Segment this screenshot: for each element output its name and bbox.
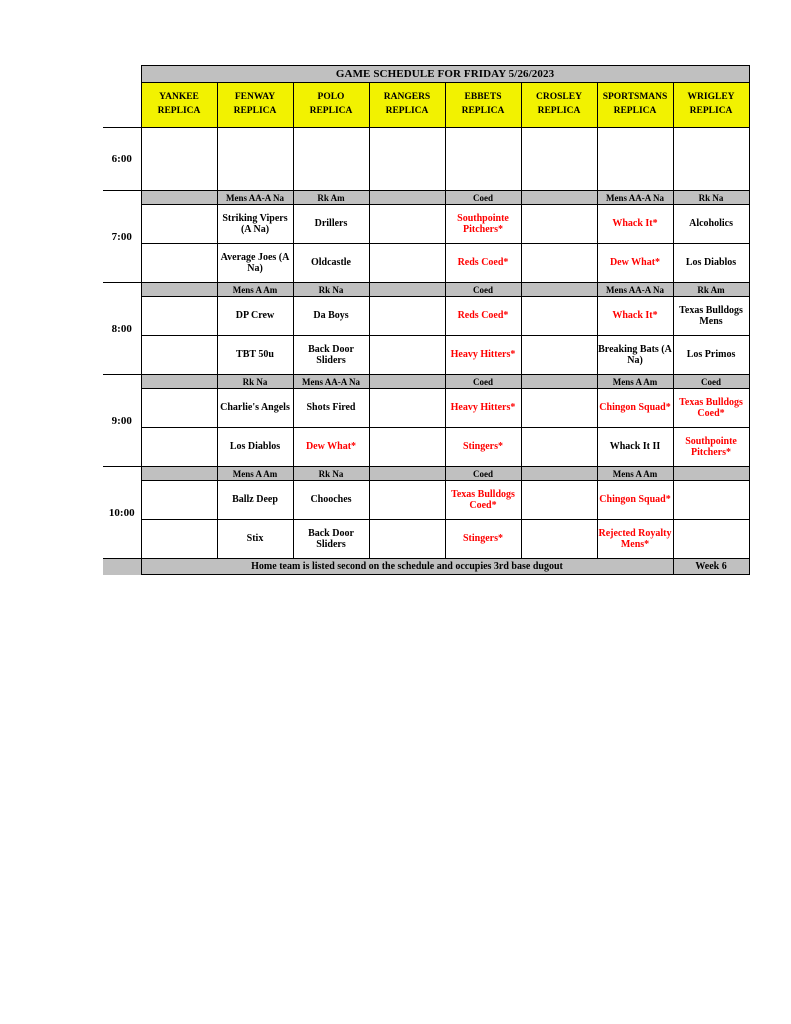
title-row-spacer — [103, 66, 141, 83]
home-team[interactable]: Oldcastle — [293, 244, 369, 283]
away-team[interactable]: Whack It* — [597, 205, 673, 244]
time-label-9:00: 9:00 — [103, 375, 141, 467]
division-label: Rk Na — [673, 191, 749, 205]
header-row-spacer — [103, 83, 141, 128]
away-team[interactable]: Drillers — [293, 205, 369, 244]
division-label — [369, 467, 445, 481]
away-team[interactable]: Chingon Squad* — [597, 389, 673, 428]
game-slot[interactable] — [369, 128, 445, 191]
division-label — [141, 467, 217, 481]
game-row-away — [103, 297, 749, 336]
division-label — [369, 191, 445, 205]
away-team[interactable] — [521, 205, 597, 244]
game-slot[interactable] — [293, 128, 369, 191]
field-header-6 — [521, 83, 597, 128]
away-team[interactable]: Ballz Deep — [217, 481, 293, 520]
field-header-subname: REPLICA — [233, 106, 277, 116]
division-label — [521, 375, 597, 389]
field-header-name: EBBETS — [464, 92, 502, 103]
division-label: Coed — [445, 283, 521, 297]
game-row-away — [103, 389, 749, 428]
away-team[interactable] — [673, 481, 749, 520]
home-team[interactable] — [521, 428, 597, 467]
away-team[interactable]: Texas Bulldogs Coed* — [445, 481, 521, 520]
away-team[interactable]: Texas Bulldogs Mens — [673, 297, 749, 336]
field-header-name: SPORTSMANS — [602, 92, 668, 103]
home-team[interactable]: Los Primos — [673, 336, 749, 375]
home-team[interactable]: Heavy Hitters* — [445, 336, 521, 375]
field-header-8 — [673, 83, 749, 128]
game-row — [103, 128, 749, 191]
game-slot[interactable] — [141, 128, 217, 191]
division-label: Mens AA-A Na — [597, 191, 673, 205]
division-label: Coed — [445, 467, 521, 481]
away-team[interactable] — [141, 481, 217, 520]
home-team[interactable] — [369, 428, 445, 467]
division-row — [103, 191, 749, 205]
field-header-5 — [445, 83, 521, 128]
home-team[interactable]: Los Diablos — [217, 428, 293, 467]
home-team[interactable] — [521, 520, 597, 559]
home-team[interactable]: Back Door Sliders — [293, 336, 369, 375]
field-header-name: YANKEE — [159, 92, 199, 103]
week-label: Week 6 — [673, 559, 749, 575]
division-label — [521, 283, 597, 297]
division-label: Rk Am — [293, 191, 369, 205]
away-team[interactable] — [141, 205, 217, 244]
division-label: Rk Na — [293, 283, 369, 297]
away-team[interactable]: Charlie's Angels — [217, 389, 293, 428]
away-team[interactable] — [521, 481, 597, 520]
field-header-subname: REPLICA — [309, 106, 353, 116]
away-team[interactable] — [521, 297, 597, 336]
field-header-name: WRIGLEY — [687, 92, 735, 103]
away-team[interactable]: Chingon Squad* — [597, 481, 673, 520]
field-header-name: POLO — [317, 92, 345, 103]
footer-row-spacer — [103, 559, 141, 575]
field-header-3 — [293, 83, 369, 128]
away-team[interactable]: Reds Coed* — [445, 297, 521, 336]
time-label-7:00: 7:00 — [103, 191, 141, 283]
division-label: Mens A Am — [597, 467, 673, 481]
division-label — [521, 191, 597, 205]
division-label: Mens AA-A Na — [597, 283, 673, 297]
division-label — [369, 375, 445, 389]
field-header-4 — [369, 83, 445, 128]
home-team[interactable] — [521, 244, 597, 283]
game-row-home — [103, 336, 749, 375]
field-header-name: CROSLEY — [536, 92, 582, 103]
division-label: Coed — [445, 191, 521, 205]
home-team[interactable] — [673, 520, 749, 559]
home-team[interactable]: Los Diablos — [673, 244, 749, 283]
away-team[interactable]: Chooches — [293, 481, 369, 520]
footer-note: Home team is listed second on the schedule and occupies 3rd base dugout — [141, 559, 673, 575]
time-label-8:00: 8:00 — [103, 283, 141, 375]
game-slot[interactable] — [597, 128, 673, 191]
home-team[interactable]: TBT 50u — [217, 336, 293, 375]
division-row — [103, 467, 749, 481]
field-header-subname: REPLICA — [537, 106, 581, 116]
division-label — [521, 467, 597, 481]
home-team[interactable]: Whack It II — [597, 428, 673, 467]
game-row-away — [103, 205, 749, 244]
away-team[interactable]: Heavy Hitters* — [445, 389, 521, 428]
game-slot[interactable] — [673, 128, 749, 191]
home-team[interactable]: Reds Coed* — [445, 244, 521, 283]
away-team[interactable]: Southpointe Pitchers* — [445, 205, 521, 244]
time-label-10:00: 10:00 — [103, 467, 141, 559]
division-label: Coed — [673, 375, 749, 389]
home-team[interactable]: Dew What* — [293, 428, 369, 467]
game-slot[interactable] — [217, 128, 293, 191]
field-header-subname: REPLICA — [613, 106, 657, 116]
division-label: Mens AA-A Na — [217, 191, 293, 205]
away-team[interactable] — [141, 297, 217, 336]
field-header-2 — [217, 83, 293, 128]
field-header-1 — [141, 83, 217, 128]
schedule-sheet — [103, 65, 743, 575]
away-team[interactable] — [369, 481, 445, 520]
page-title: GAME SCHEDULE FOR FRIDAY 5/26/2023 — [141, 66, 749, 83]
home-team[interactable] — [141, 336, 217, 375]
field-header-name: RANGERS — [383, 92, 431, 103]
home-team[interactable]: Stingers* — [445, 428, 521, 467]
division-label: Mens A Am — [217, 467, 293, 481]
division-label — [673, 467, 749, 481]
field-header-subname: REPLICA — [689, 106, 733, 116]
division-label — [369, 283, 445, 297]
away-team[interactable] — [369, 297, 445, 336]
home-team[interactable]: Stix — [217, 520, 293, 559]
away-team[interactable]: Shots Fired — [293, 389, 369, 428]
division-label — [141, 191, 217, 205]
game-slot[interactable] — [445, 128, 521, 191]
game-row-home — [103, 428, 749, 467]
home-team[interactable] — [141, 244, 217, 283]
game-row-home — [103, 520, 749, 559]
division-label: Mens A Am — [597, 375, 673, 389]
division-row — [103, 283, 749, 297]
home-team[interactable] — [369, 244, 445, 283]
game-row-home — [103, 244, 749, 283]
home-team[interactable] — [141, 428, 217, 467]
away-team[interactable]: Whack It* — [597, 297, 673, 336]
away-team[interactable]: Alcoholics — [673, 205, 749, 244]
home-team[interactable] — [369, 336, 445, 375]
time-label-6:00: 6:00 — [103, 128, 141, 191]
home-team[interactable] — [521, 336, 597, 375]
home-team[interactable] — [141, 520, 217, 559]
schedule-table — [103, 65, 750, 575]
field-header-name: FENWAY — [234, 92, 276, 103]
division-label: Rk Am — [673, 283, 749, 297]
game-slot[interactable] — [521, 128, 597, 191]
home-team[interactable]: Average Joes (A Na) — [217, 244, 293, 283]
home-team[interactable]: Back Door Sliders — [293, 520, 369, 559]
division-label: Coed — [445, 375, 521, 389]
away-team[interactable]: Texas Bulldogs Coed* — [673, 389, 749, 428]
division-label: Rk Na — [217, 375, 293, 389]
division-label: Mens AA-A Na — [293, 375, 369, 389]
division-label: Rk Na — [293, 467, 369, 481]
division-label — [141, 375, 217, 389]
division-label — [141, 283, 217, 297]
title-row — [103, 66, 749, 83]
away-team[interactable]: Striking Vipers (A Na) — [217, 205, 293, 244]
away-team[interactable] — [521, 389, 597, 428]
home-team[interactable]: Southpointe Pitchers* — [673, 428, 749, 467]
home-team[interactable]: Rejected Royalty Mens* — [597, 520, 673, 559]
away-team[interactable]: Da Boys — [293, 297, 369, 336]
away-team[interactable] — [141, 389, 217, 428]
field-header-subname: REPLICA — [461, 106, 505, 116]
field-header-subname: REPLICA — [385, 106, 429, 116]
home-team[interactable]: Breaking Bats (A Na) — [597, 336, 673, 375]
game-row-away — [103, 481, 749, 520]
division-row — [103, 375, 749, 389]
away-team[interactable] — [369, 389, 445, 428]
away-team[interactable] — [369, 205, 445, 244]
footer-row — [103, 559, 749, 575]
home-team[interactable]: Stingers* — [445, 520, 521, 559]
home-team[interactable] — [369, 520, 445, 559]
division-label: Mens A Am — [217, 283, 293, 297]
away-team[interactable]: DP Crew — [217, 297, 293, 336]
field-header-subname: REPLICA — [157, 106, 201, 116]
field-header-row — [103, 83, 749, 128]
field-header-7 — [597, 83, 673, 128]
home-team[interactable]: Dew What* — [597, 244, 673, 283]
